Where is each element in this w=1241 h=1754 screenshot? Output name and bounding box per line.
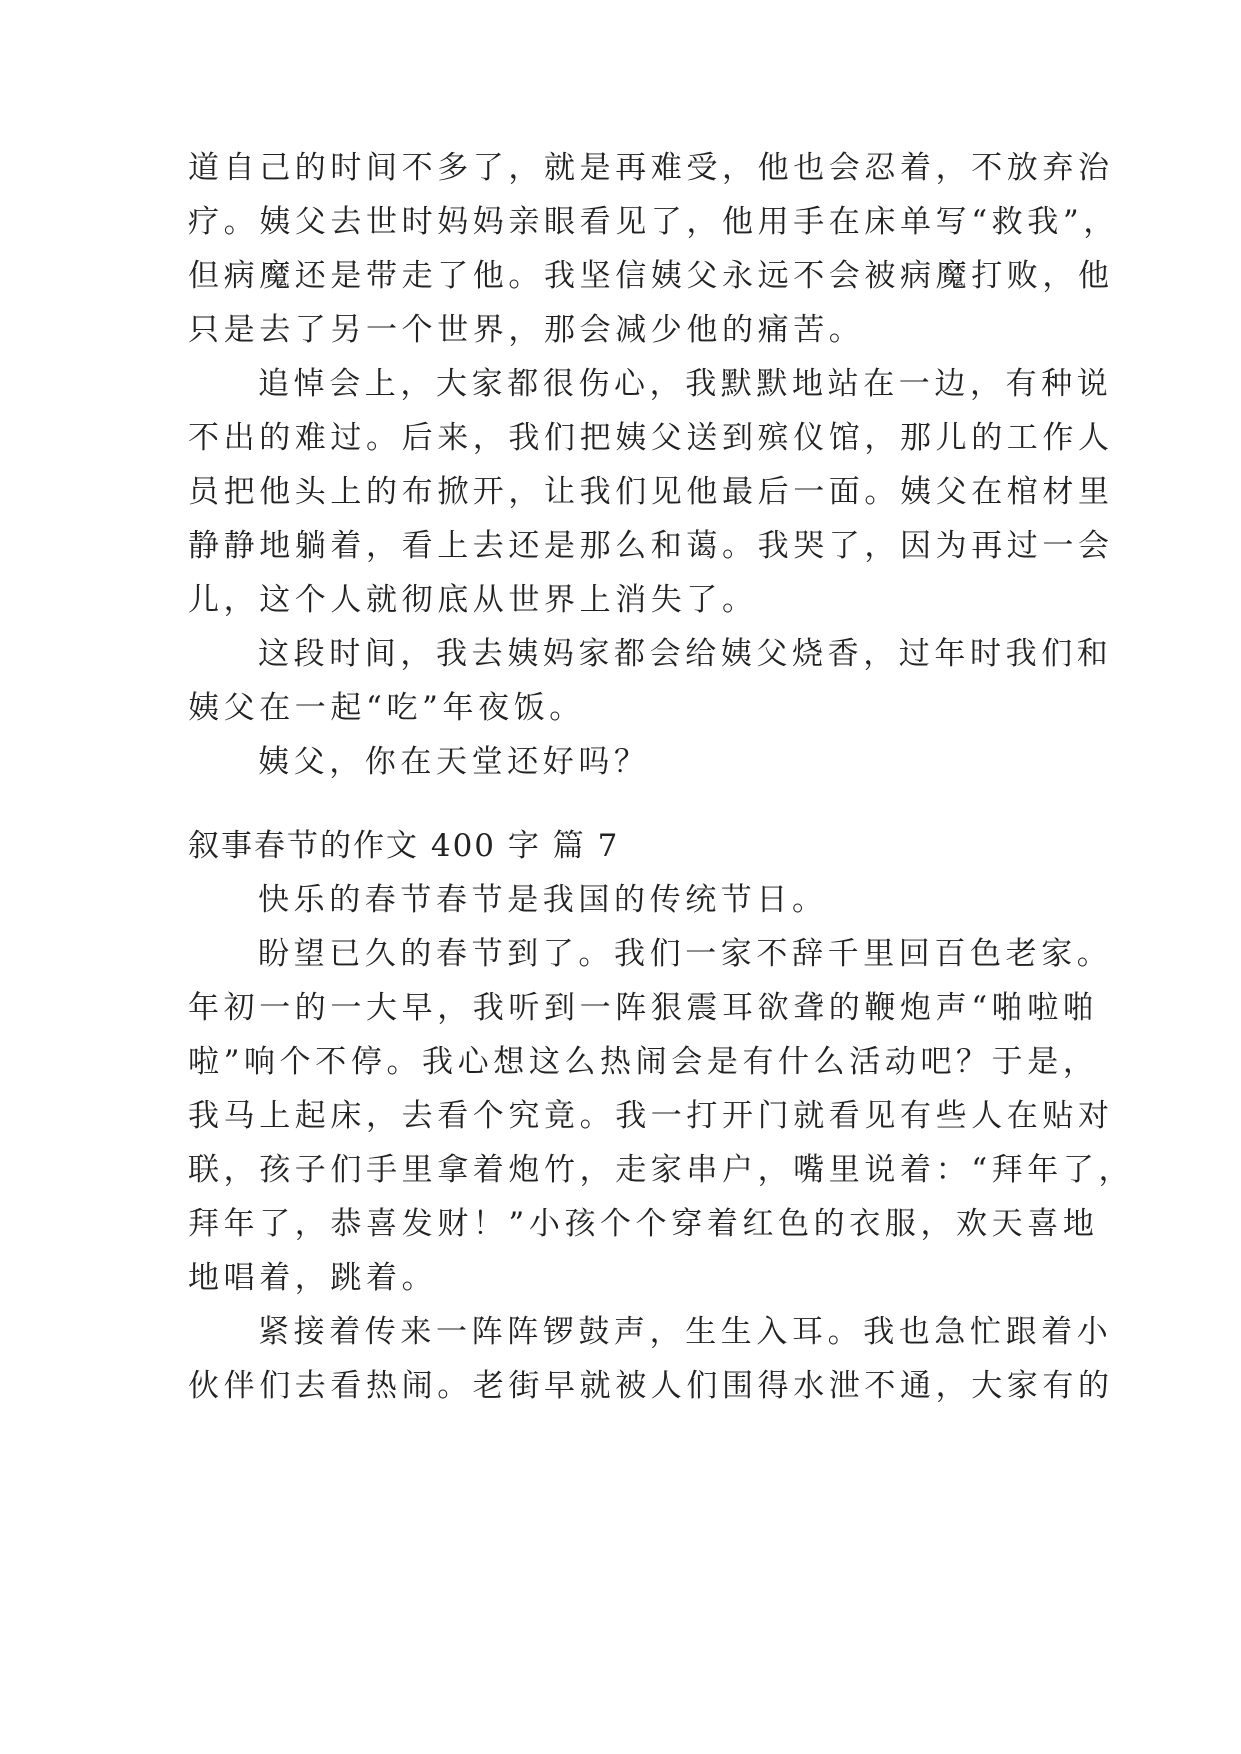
text-line: 静静地躺着，看上去还是那么和蔼。我哭了，因为再过一会 [188,528,1114,564]
text-line: 只是去了另一个世界，那会减少他的痛苦。 [188,312,865,348]
text-line: 员把他头上的布掀开，让我们见他最后一面。姨父在棺材里 [188,474,1114,510]
text-line: 儿，这个人就彻底从世界上消失了。 [188,582,758,618]
text-line: 道自己的时间不多了，就是再难受，他也会忍着，不放弃治 [188,150,1114,186]
text-line: 年初一的一大早，我听到一阵狠震耳欲聋的鞭炮声“啪啦啪 [188,990,1099,1026]
text-line: 疗。姨父去世时妈妈亲眼看见了，他用手在床单写“救我”， [188,204,1119,240]
text-line: 拜年了，恭喜发财！”小孩个个穿着红色的衣服，欢天喜地 [188,1206,1099,1242]
text-line: 啦”响个不停。我心想这么热闹会是有什么活动吧？于是， [188,1044,1099,1080]
text-line: 伙伴们去看热闹。老街早就被人们围得水泄不通，大家有的 [188,1368,1114,1404]
paragraph-first-line: 紧接着传来一阵阵锣鼓声，生生入耳。我也急忙跟着小 [258,1314,1113,1350]
text-line: 不出的难过。后来，我们把姨父送到殡仪馆，那儿的工作人 [188,420,1114,456]
text-line: 但病魔还是带走了他。我坚信姨父永远不会被病魔打败，他 [188,258,1114,294]
paragraph-first-line: 追悼会上，大家都很伤心，我默默地站在一边，有种说 [258,366,1113,402]
paragraph-first-line: 快乐的春节春节是我国的传统节日。 [258,882,828,918]
text-line: 地唱着，跳着。 [188,1260,438,1296]
text-line: 联，孩子们手里拿着炮竹，走家串户，嘴里说着：“拜年了， [188,1152,1135,1188]
paragraph-first-line: 姨父，你在天堂还好吗？ [258,744,650,780]
paragraph-first-line: 这段时间，我去姨妈家都会给姨父烧香，过年时我们和 [258,636,1113,672]
paragraph-first-line: 盼望已久的春节到了。我们一家不辞千里回百色老家。 [258,936,1113,972]
text-line: 姨父在一起“吃”年夜饭。 [188,690,585,726]
section-heading: 叙事春节的作文 400 字 篇 7 [188,828,620,864]
text-line: 我马上起床，去看个究竟。我一打开门就看见有些人在贴对 [188,1098,1114,1134]
